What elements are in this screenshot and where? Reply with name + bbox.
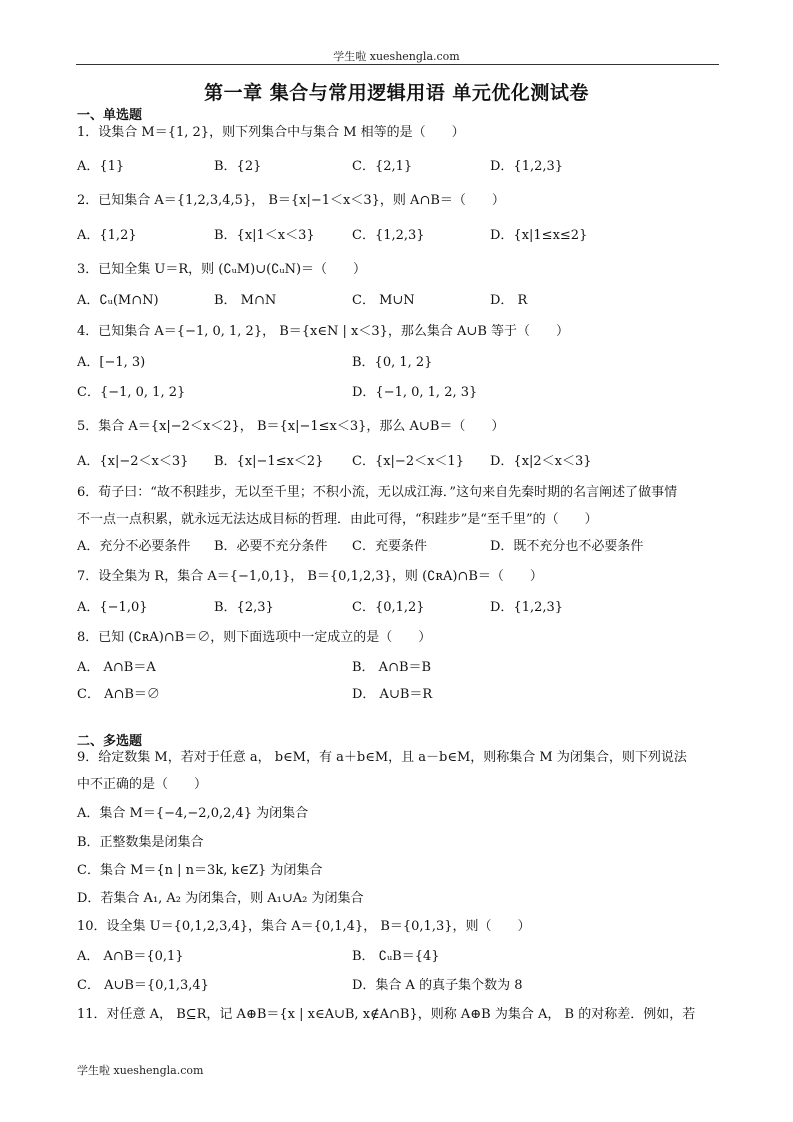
question-9-stem-line-2: 中不正确的是（ ） (77, 777, 208, 792)
question-7-option-a: A．{−1,0} (77, 600, 148, 615)
section-multiple-choice: 二、多选题 (77, 734, 143, 749)
section-single-choice: 一、单选题 (77, 108, 143, 123)
question-11-stem: 11．对任意 A， B⊆R，记 A⊕B＝{x | x∈A∪B, x∉A∩B}，则称 A⊕B 为集合 A， B 的对称差．例如，若 (77, 1007, 696, 1022)
question-7-option-d: D．{1,2,3} (490, 600, 564, 615)
question-8-option-d: D． A∪B＝R (352, 687, 433, 702)
question-2-option-d: D．{x|1≤x≤2} (490, 228, 588, 243)
question-10-option-d: D．集合 A 的真子集个数为 8 (352, 978, 523, 993)
question-4-option-c: C．{−1, 0, 1, 2} (77, 385, 186, 400)
question-5-option-d: D．{x|2＜x＜3} (490, 454, 592, 469)
question-1-option-c: C．{2,1} (352, 159, 413, 174)
question-5-stem: 5．集合 A＝{x|−2＜x＜2}， B＝{x|−1≤x＜3}，那么 A∪B＝（ ） (77, 419, 505, 434)
question-8-stem: 8．已知 (∁ʀA)∩B＝∅，则下面选项中一定成立的是（ ） (77, 630, 432, 645)
question-1-option-d: D．{1,2,3} (490, 159, 564, 174)
question-8-option-a: A． A∩B＝A (77, 660, 156, 675)
question-6-stem-line-2: 不一点一点积累，就永远无法达成目标的哲理．由此可得，“积跬步”是“至千里”的（ ） (77, 512, 598, 527)
question-6-option-c: C．充要条件 (352, 539, 427, 554)
footer-site: 学生啦 xueshengla.com (77, 1064, 204, 1077)
question-6-option-a: A．充分不必要条件 (77, 539, 191, 554)
question-1-option-a: A．{1} (77, 159, 125, 174)
header-divider (76, 64, 719, 65)
question-3-option-a: A．∁ᵤ(M∩N) (77, 293, 159, 308)
question-7-option-c: C．{0,1,2} (352, 600, 425, 615)
question-9-option-b: B．正整数集是闭集合 (77, 835, 204, 850)
question-5-option-b: B．{x|−1≤x＜2} (214, 454, 324, 469)
question-10-option-a: A． A∩B＝{0,1} (77, 949, 184, 964)
question-4-stem: 4．已知集合 A＝{−1, 0, 1, 2}， B＝{x∈N | x＜3}，那么集合 A∪B 等于（ ） (77, 324, 570, 339)
question-7-stem: 7．设全集为 R，集合 A＝{−1,0,1}， B＝{0,1,2,3}，则 (∁ʀA)∩B＝（ ） (77, 569, 543, 584)
question-4-option-a: A．[−1, 3) (77, 355, 146, 370)
question-3-option-d: D． R (490, 293, 528, 308)
question-1-option-b: B．{2} (214, 159, 262, 174)
question-9-stem-line-1: 9．给定数集 M，若对于任意 a， b∈M，有 a＋b∈M，且 a－b∈M，则称集合 M 为闭集合，则下列说法 (77, 750, 687, 765)
question-6-option-b: B．必要不充分条件 (214, 539, 328, 554)
question-9-option-c: C．集合 M＝{n | n＝3k, k∈Z} 为闭集合 (77, 863, 323, 878)
header-site: 学生啦 xueshengla.com (333, 50, 460, 63)
question-4-option-b: B．{0, 1, 2} (352, 355, 433, 370)
question-8-option-c: C． A∩B＝∅ (77, 687, 160, 702)
question-7-option-b: B．{2,3} (214, 600, 274, 615)
question-9-option-d: D．若集合 A₁, A₂ 为闭集合，则 A₁∪A₂ 为闭集合 (77, 891, 364, 906)
question-2-option-b: B．{x|1＜x＜3} (214, 228, 315, 243)
question-3-stem: 3．已知全集 U＝R，则 (∁ᵤM)∪(∁ᵤN)＝（ ） (77, 262, 367, 277)
question-10-option-b: B． ∁ᵤB＝{4} (352, 949, 440, 964)
question-3-option-b: B． M∩N (214, 293, 277, 308)
question-2-option-c: C．{1,2,3} (352, 228, 425, 243)
question-2-stem: 2．已知集合 A＝{1,2,3,4,5}， B＝{x|−1＜x＜3}，则 A∩B＝（ ） (77, 193, 505, 208)
question-5-option-c: C．{x|−2＜x＜1} (352, 454, 464, 469)
question-10-stem: 10．设全集 U＝{0,1,2,3,4}，集合 A＝{0,1,4}， B＝{0,1,3}，则（ ） (77, 919, 531, 934)
question-6-stem-line-1: 6．荀子曰：“故不积跬步，无以至千里；不积小流，无以成江海．”这句来自先秦时期的名言阐述了做事情 (77, 485, 678, 500)
question-2-option-a: A．{1,2} (77, 228, 137, 243)
question-1-stem: 1．设集合 M＝{1, 2}，则下列集合中与集合 M 相等的是（ ） (77, 125, 465, 140)
question-10-option-c: C． A∪B＝{0,1,3,4} (77, 978, 209, 993)
page-title: 第一章 集合与常用逻辑用语 单元优化测试卷 (204, 82, 589, 104)
question-4-option-d: D．{−1, 0, 1, 2, 3} (352, 385, 478, 400)
question-9-option-a: A．集合 M＝{−4,−2,0,2,4} 为闭集合 (77, 806, 309, 821)
question-6-option-d: D．既不充分也不必要条件 (490, 539, 644, 554)
question-8-option-b: B． A∩B＝B (352, 660, 432, 675)
question-5-option-a: A．{x|−2＜x＜3} (77, 454, 189, 469)
question-3-option-c: C． M∪N (352, 293, 415, 308)
